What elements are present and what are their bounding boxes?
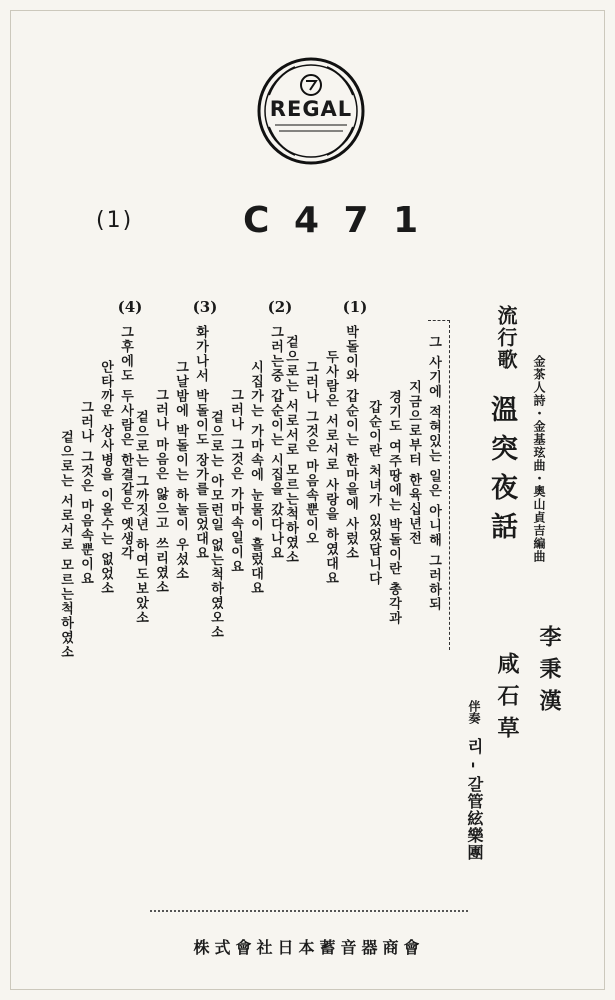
prologue-line-2: 지금으로부터 한육십년전 bbox=[406, 380, 421, 546]
song-title: 溫突夜話 bbox=[486, 395, 517, 551]
orchestra: 리 - 갈管絃樂團 bbox=[465, 738, 484, 861]
verse-4-line-1: 그후에도 두사람은 한결같은 옛생각 bbox=[118, 325, 133, 561]
page-number: (1) bbox=[96, 208, 134, 233]
verse-number: (1) bbox=[342, 298, 368, 316]
verse-1-line-4: 겉으로는 서로서로 모르는척하였소 bbox=[283, 335, 298, 565]
verse-3-line-3: 그러나 마음은 앓으고 쓰리였소 bbox=[153, 388, 168, 595]
verse-2-line-3: 그러나 그것은 가마속일이요 bbox=[228, 388, 243, 575]
verse-1-line-2: 두사람은 서로서로 사랑을 하였대요 bbox=[323, 350, 338, 586]
prologue-line-3: 경기도 여주땅에는 박돌이란 총각과 bbox=[386, 390, 401, 626]
verse-4-line-2: 안타까운 상사병을 이올수는 없었소 bbox=[98, 360, 113, 596]
orchestra-role: 伴奏 bbox=[467, 700, 481, 724]
prologue-line-4: 갑순이란 처녀가 있었답니다 bbox=[366, 400, 381, 587]
verse-1-line-1: 박돌이와 갑순이는 한마을에 사렀소 bbox=[343, 325, 358, 561]
logo-wordmark: REGAL bbox=[269, 97, 353, 121]
verse-2-line-1: 그러는중 갑순이는 시집을 갔다나요 bbox=[268, 325, 283, 561]
verse-1-line-3: 그러나 그것은 마음속뿐이오 bbox=[303, 360, 318, 547]
company-name: 株式會社日本蓄音器商會 bbox=[193, 938, 425, 957]
verse-number: (3) bbox=[192, 298, 218, 316]
regal-logo bbox=[255, 55, 367, 167]
verse-4-line-3: 그러나 그것은 마음속뿐이요 bbox=[78, 400, 93, 587]
verse-3-line-2: 그날밤에 박돌이는 하눌이 우섰소 bbox=[173, 360, 188, 582]
verse-2-line-2: 시집가는 가마속에 눈물이 흘렀대요 bbox=[248, 360, 263, 596]
performer-1: 李秉漢 bbox=[536, 625, 562, 721]
verse-3-line-4: 겉으로는 그까짓년 하여도보았소 bbox=[133, 410, 148, 626]
verse-4-line-4: 겉으로는 서로서로 모르는척하였소 bbox=[58, 430, 73, 660]
verse-number: (4) bbox=[117, 298, 143, 316]
song-genre: 流行歌 bbox=[494, 305, 518, 371]
catalog-number: C 4 7 1 bbox=[243, 200, 425, 241]
performer-2: 咸石草 bbox=[494, 652, 520, 748]
verse-number: (2) bbox=[267, 298, 293, 316]
prologue-line-1: 그 사기에 적혀있는 일은 아니해 그러하되 bbox=[426, 335, 441, 612]
writer-credits: 金茶人詩・金基玹曲・奧山貞吉編曲 bbox=[532, 355, 546, 563]
verse-3-line-1: 화가나서 박돌이도 장가를 들었대요 bbox=[193, 325, 208, 561]
footer-rule bbox=[150, 910, 468, 912]
verse-2-line-4: 겉으로는 아모런일 없는척하였오소 bbox=[208, 410, 223, 640]
